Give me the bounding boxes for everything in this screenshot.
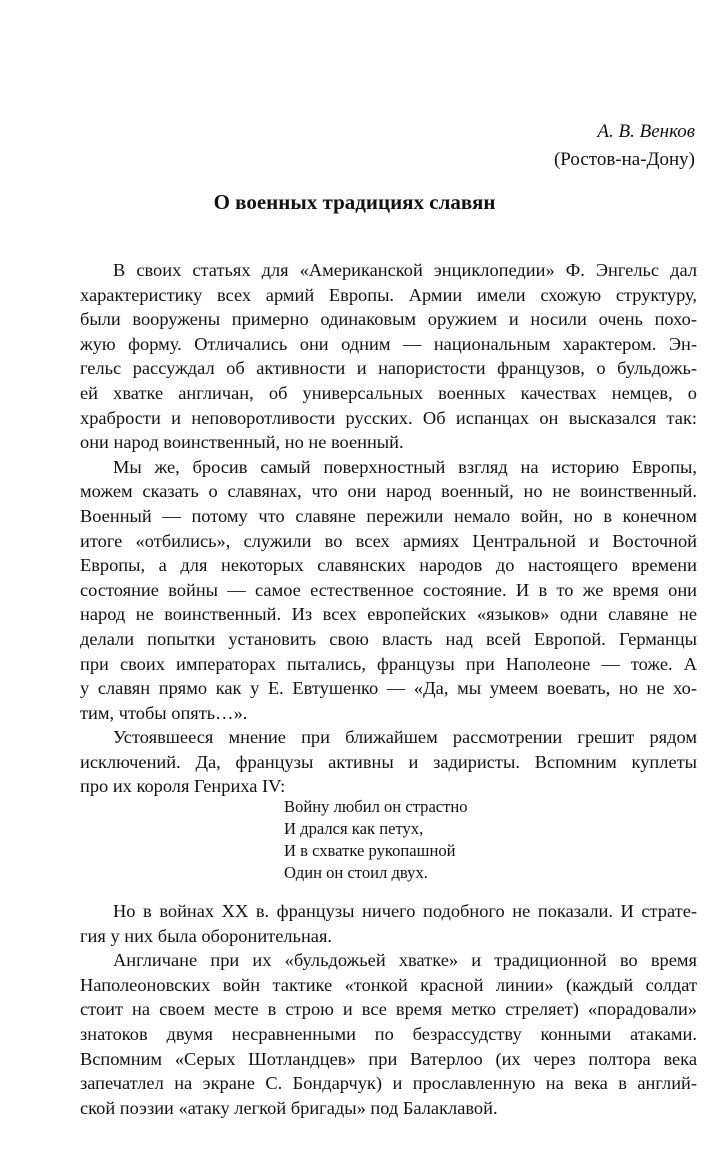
- text-line: ской поэзии «атаку легкой бригады» под Балаклавой.: [80, 1097, 498, 1118]
- text-line: запечатлел на экране С. Бондарчук) и прославленную на века в англий-: [80, 1073, 697, 1094]
- body-text-before-poem: [80, 258, 697, 799]
- text-line: храбрости и неповоротливости русских. Об испанцах он высказался так:: [80, 407, 697, 428]
- poem-line: Войну любил он страстно: [284, 797, 468, 816]
- text-line: жую форму. Отличались они одним — национальным характером. Эн-: [80, 333, 697, 354]
- text-line: исключений. Да, французы активны и задиристы. Вспомним куплеты: [80, 751, 697, 772]
- text-line: были вооружены примерно одинаковым оружием и носили очень похо-: [80, 309, 697, 330]
- text-line: народ не воинственный. Из всех европейских «языков» одни славяне не: [80, 604, 697, 625]
- text-line: В своих статьях для «Американской энциклопедии» Ф. Энгельс дал: [113, 260, 697, 280]
- text-line: про их короля Генриха IV:: [80, 776, 286, 797]
- text-line: гия у них была оборонительная.: [80, 925, 333, 946]
- text-line: Англичане при их «бульдожьей хватке» и традиционной во время: [113, 950, 697, 971]
- paragraph: [80, 258, 697, 455]
- poem-quote: [284, 796, 468, 884]
- text-line: у славян прямо как у Е. Евтушенко — «Да, мы умеем воевать, но не хо-: [80, 678, 697, 699]
- poem-line: И в схватке рукопашной: [284, 841, 456, 860]
- article-title: О военных традициях славян: [213, 190, 496, 214]
- body-text-after-poem: [80, 899, 697, 1120]
- paragraph: [80, 948, 697, 1120]
- text-line: Военный — потому что славяне пережили немало войн, но в конечном: [80, 505, 697, 526]
- text-line: делали попытки установить свою власть над всей Европой. Германцы: [80, 628, 697, 649]
- text-line: ей хватке англичан, об универсальных военных качествах немцев, о: [80, 382, 697, 403]
- paragraph: [80, 899, 697, 948]
- text-line: Наполеоновских войн тактике «тонкой красной линии» (каждый солдат: [80, 974, 697, 995]
- author-location: (Ростов-на-Дону): [553, 149, 695, 170]
- text-line: Но в войнах XX в. французы ничего подобного не показали. И страте-: [113, 901, 697, 921]
- text-line: Европы, а для некоторых славянских народов до настоящего времени: [80, 555, 697, 576]
- text-line: знатоков двумя несравненными по безрассудству конными атаками.: [80, 1023, 697, 1044]
- text-line: тим, чтобы опять…».: [80, 702, 248, 723]
- text-line: можем сказать о славянах, что они народ военный, но не воинственный.: [80, 481, 697, 502]
- text-line: Мы же, бросив самый поверхностный взгляд на историю Европы,: [113, 456, 697, 477]
- text-line: Устоявшееся мнение при ближайшем рассмотрении грешит рядом: [113, 727, 697, 748]
- text-line: стоит на своем месте в строю и все время метко стреляет) «порадовали»: [80, 999, 697, 1020]
- paragraph: [80, 455, 697, 726]
- text-line: гельс рассуждал об активности и напористости французов, о бульдожь-: [80, 358, 697, 379]
- text-line: они народ воинственный, но не военный.: [80, 432, 404, 453]
- text-line: итоге «отбились», служили во всех армиях Центральной и Восточной: [80, 530, 697, 551]
- text-line: при своих императорах пытались, французы при Наполеоне — тоже. А: [80, 653, 697, 674]
- paragraph: [80, 725, 697, 799]
- poem-line: И дрался как петух,: [284, 819, 424, 838]
- text-line: состояние войны — самое естественное состояние. И в то же время они: [80, 579, 697, 600]
- poem-line: Один он стоил двух.: [284, 863, 428, 882]
- text-line: Вспомним «Серых Шотландцев» при Ватерлоо (их через полтора века: [80, 1048, 697, 1069]
- author-block: [554, 118, 695, 174]
- text-line: характеристику всех армий Европы. Армии имели схожую структуру,: [80, 284, 697, 305]
- author-name: А. В. Венков: [597, 121, 695, 142]
